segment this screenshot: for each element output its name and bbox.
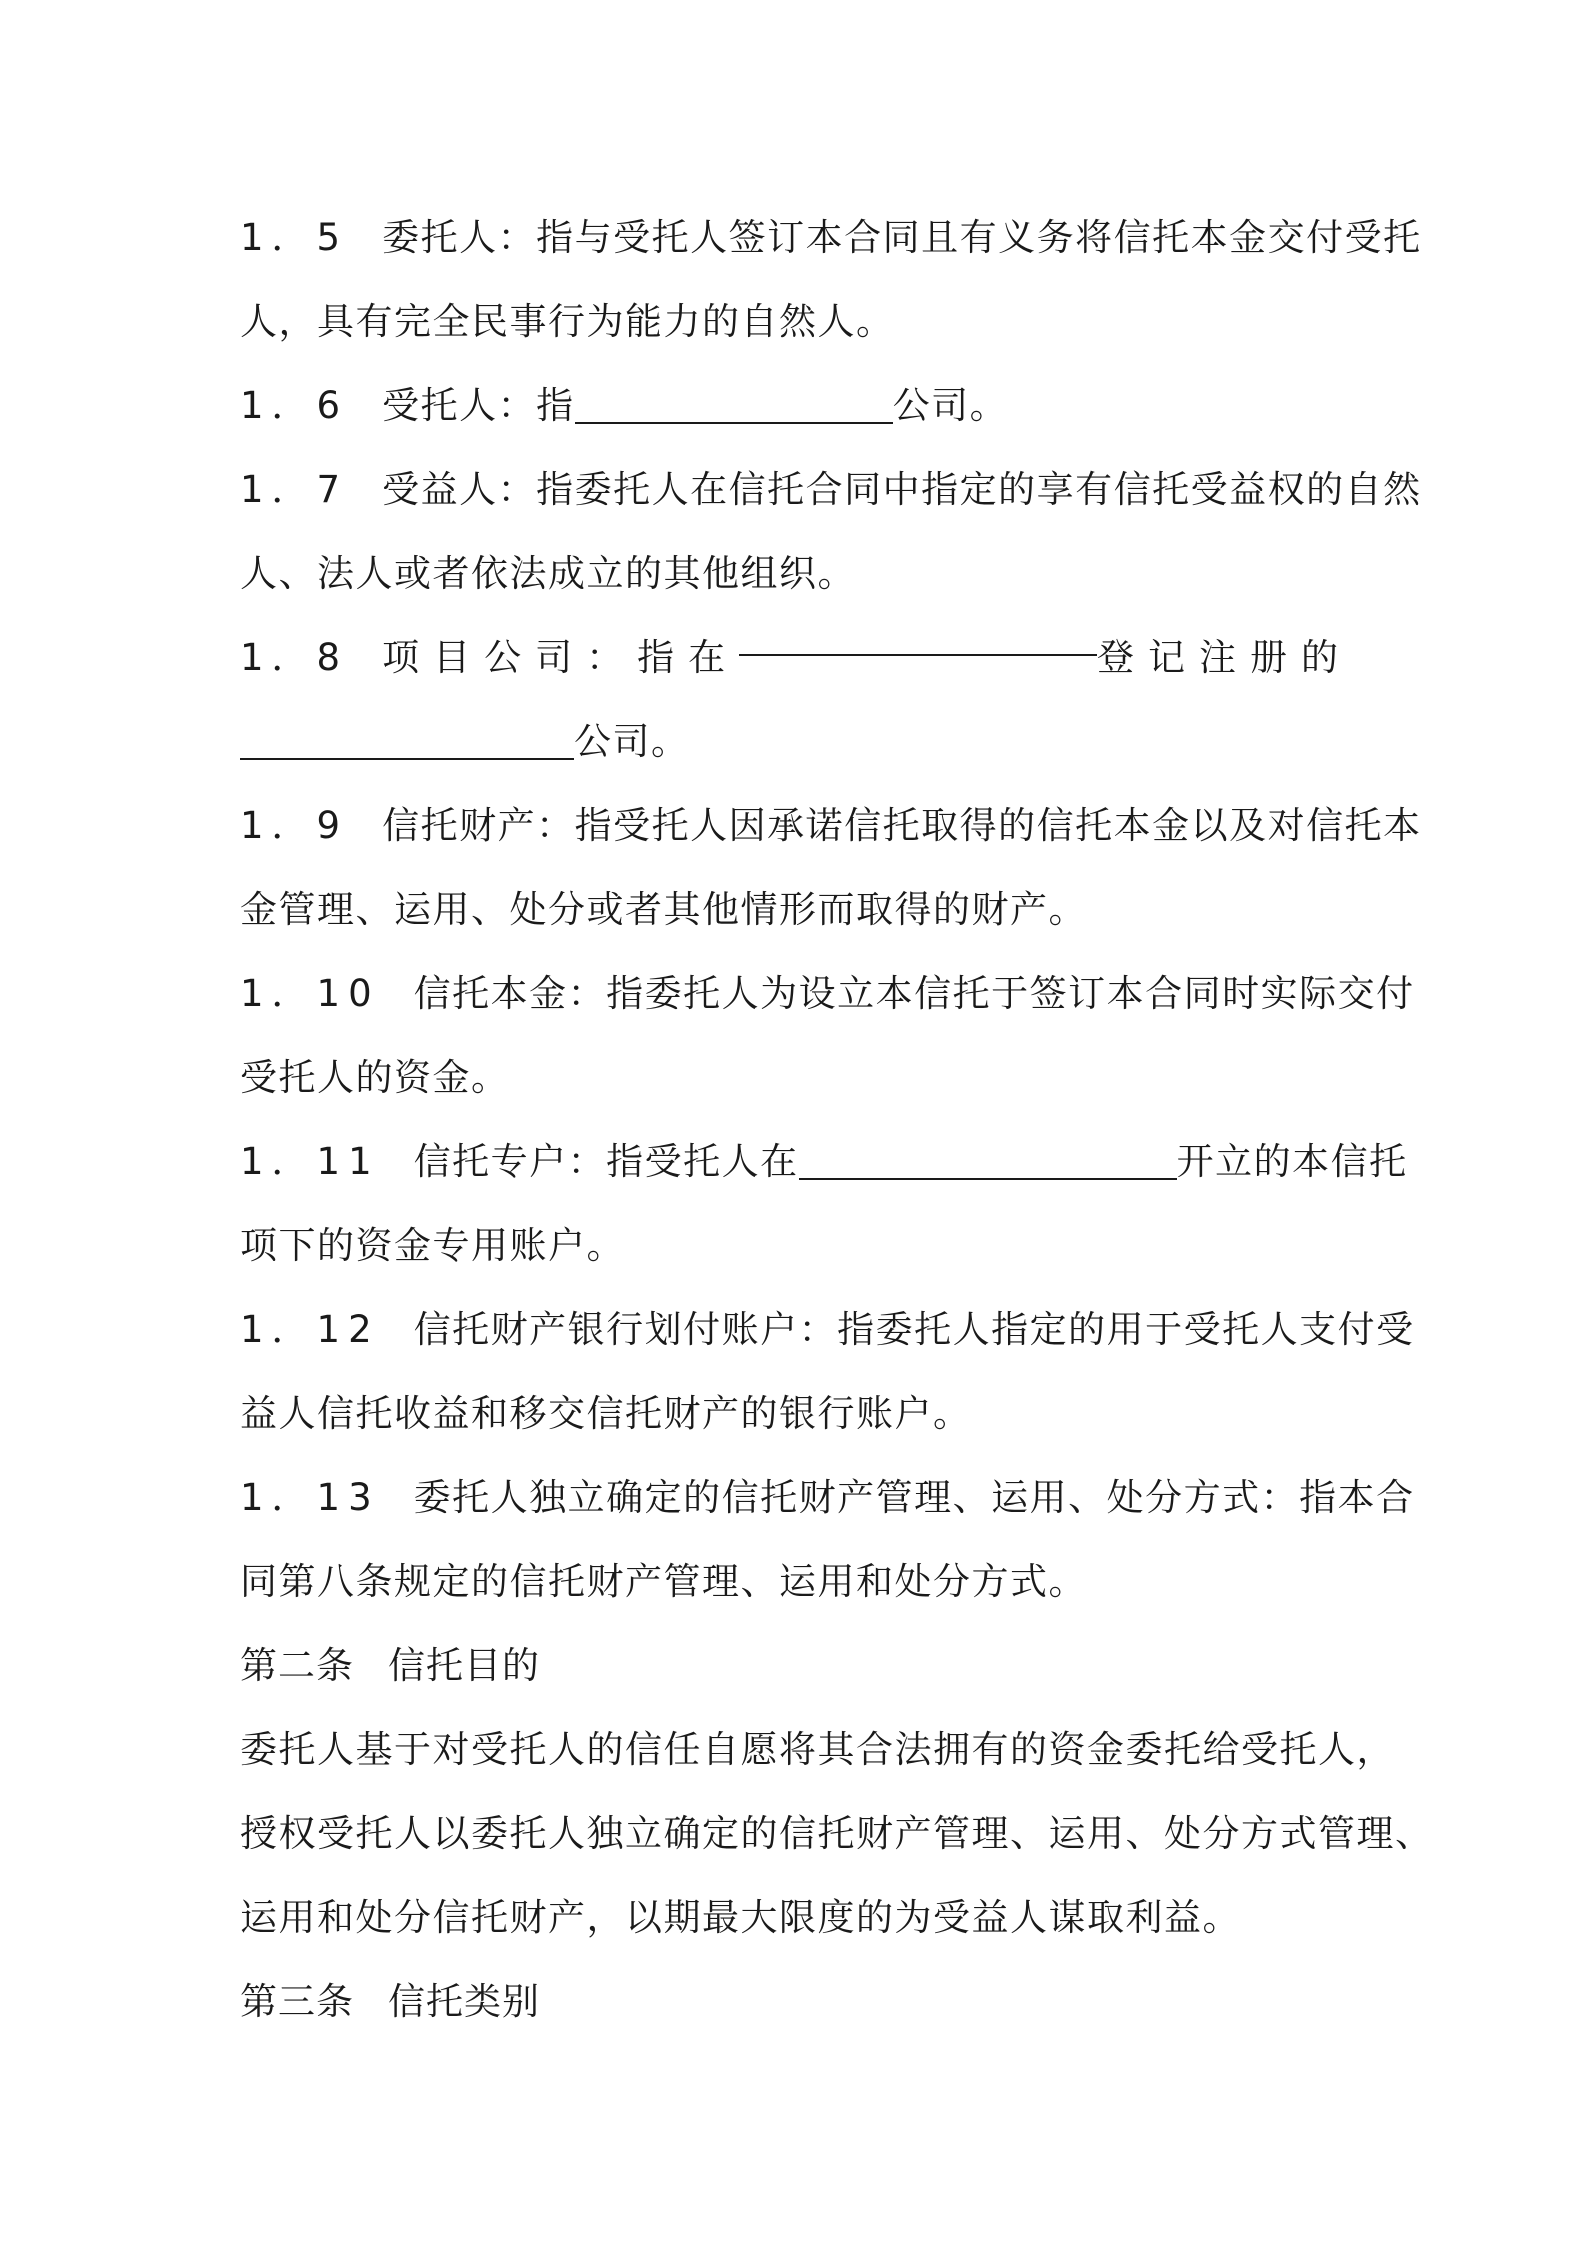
- article-label: 第三条: [240, 1980, 354, 2023]
- clause-1-11-line-2: [240, 1204, 1352, 1288]
- clause-text: 委托人：指与受托人签订本合同且有义务将信托本金交付受托: [382, 216, 1422, 259]
- article-2-paragraph-line-2: [240, 1792, 1434, 1876]
- document-page: [240, 196, 1434, 2044]
- fill-in-blank-trustee[interactable]: [575, 384, 893, 424]
- clause-number: 1．5: [240, 216, 349, 259]
- clause-text: 益人信托收益和移交信托财产的银行账户。: [240, 1392, 972, 1435]
- clause-1-10-line-2: [240, 1036, 1352, 1120]
- paragraph-text: 委托人基于对受托人的信任自愿将其合法拥有的资金委托给受托人，: [240, 1728, 1395, 1771]
- article-2-paragraph-line-3: [240, 1876, 1352, 1960]
- clause-1-8-line-2: [240, 700, 1352, 784]
- clause-text: 委托人独立确定的信托财产管理、运用、处分方式：指本合: [413, 1476, 1415, 1519]
- clause-1-10-line-1: [240, 952, 1415, 1036]
- clause-text: 同第八条规定的信托财产管理、运用和处分方式。: [240, 1560, 1087, 1603]
- paragraph-text: 授权受托人以委托人独立确定的信托财产管理、运用、处分方式管理、: [240, 1812, 1434, 1855]
- clause-1-7-line-1: [240, 448, 1422, 532]
- clause-1-7-line-2: [240, 532, 1352, 616]
- clause-text: 公司。: [574, 720, 690, 763]
- clause-number: 1．6: [240, 384, 349, 427]
- clause-1-5-line-1: [240, 196, 1422, 280]
- article-label: 第二条: [240, 1644, 354, 1687]
- clause-text: 金管理、运用、处分或者其他情形而取得的财产。: [240, 888, 1087, 931]
- clause-text: 受益人：指委托人在信托合同中指定的享有信托受益权的自然: [382, 468, 1422, 511]
- clause-text: 受托人的资金。: [240, 1056, 510, 1099]
- clause-1-11-line-1: [240, 1120, 1408, 1204]
- clause-1-6-line-1: [240, 364, 1352, 448]
- article-2-heading: [240, 1624, 1352, 1708]
- article-title: 信托目的: [388, 1644, 540, 1687]
- clause-text: 信托财产：指受托人因承诺信托取得的信托本金以及对信托本: [382, 804, 1422, 847]
- article-2-paragraph-line-1: [240, 1708, 1395, 1792]
- clause-text: 信托本金：指委托人为设立本信托于签订本合同时实际交付: [413, 972, 1415, 1015]
- clause-number: 1．7: [240, 468, 349, 511]
- clause-1-13-line-1: [240, 1456, 1415, 1540]
- clause-1-12-line-2: [240, 1372, 1352, 1456]
- clause-text: 项目公司：指在: [382, 636, 740, 679]
- clause-text: 受托人：指: [382, 384, 575, 427]
- clause-1-12-line-1: [240, 1288, 1415, 1372]
- clause-number: 1．11: [240, 1140, 380, 1183]
- article-3-heading: [240, 1960, 1352, 2044]
- clause-1-8-head: [240, 616, 739, 700]
- paragraph-text: 运用和处分信托财产，以期最大限度的为受益人谋取利益。: [240, 1896, 1241, 1939]
- clause-number: 1．9: [240, 804, 349, 847]
- clause-number: 1．13: [240, 1476, 380, 1519]
- clause-text: 项下的资金专用账户。: [240, 1224, 625, 1267]
- clause-text: 信托专户：指受托人在: [413, 1140, 799, 1183]
- fill-in-blank-registration-place[interactable]: [739, 616, 1097, 656]
- clause-text: 人、法人或者依法成立的其他组织。: [240, 552, 856, 595]
- clause-number: 1．10: [240, 972, 380, 1015]
- clause-number: 1．12: [240, 1308, 380, 1351]
- clause-1-5-line-2: [240, 280, 1352, 364]
- fill-in-blank-bank[interactable]: [799, 1140, 1177, 1180]
- clause-1-8-line-1: [240, 616, 1352, 700]
- clause-1-9-line-2: [240, 868, 1352, 952]
- clause-text: 登记注册的: [1097, 636, 1352, 679]
- clause-number: 1．8: [240, 636, 349, 679]
- clause-text: 公司。: [892, 384, 1009, 427]
- clause-1-13-line-2: [240, 1540, 1352, 1624]
- clause-text: 信托财产银行划付账户：指委托人指定的用于受托人支付受: [413, 1308, 1415, 1351]
- clause-text: 开立的本信托: [1176, 1140, 1408, 1183]
- article-title: 信托类别: [388, 1980, 540, 2023]
- clause-1-9-line-1: [240, 784, 1422, 868]
- clause-text: 人，具有完全民事行为能力的自然人。: [240, 300, 895, 343]
- fill-in-blank-project-company[interactable]: [240, 720, 574, 760]
